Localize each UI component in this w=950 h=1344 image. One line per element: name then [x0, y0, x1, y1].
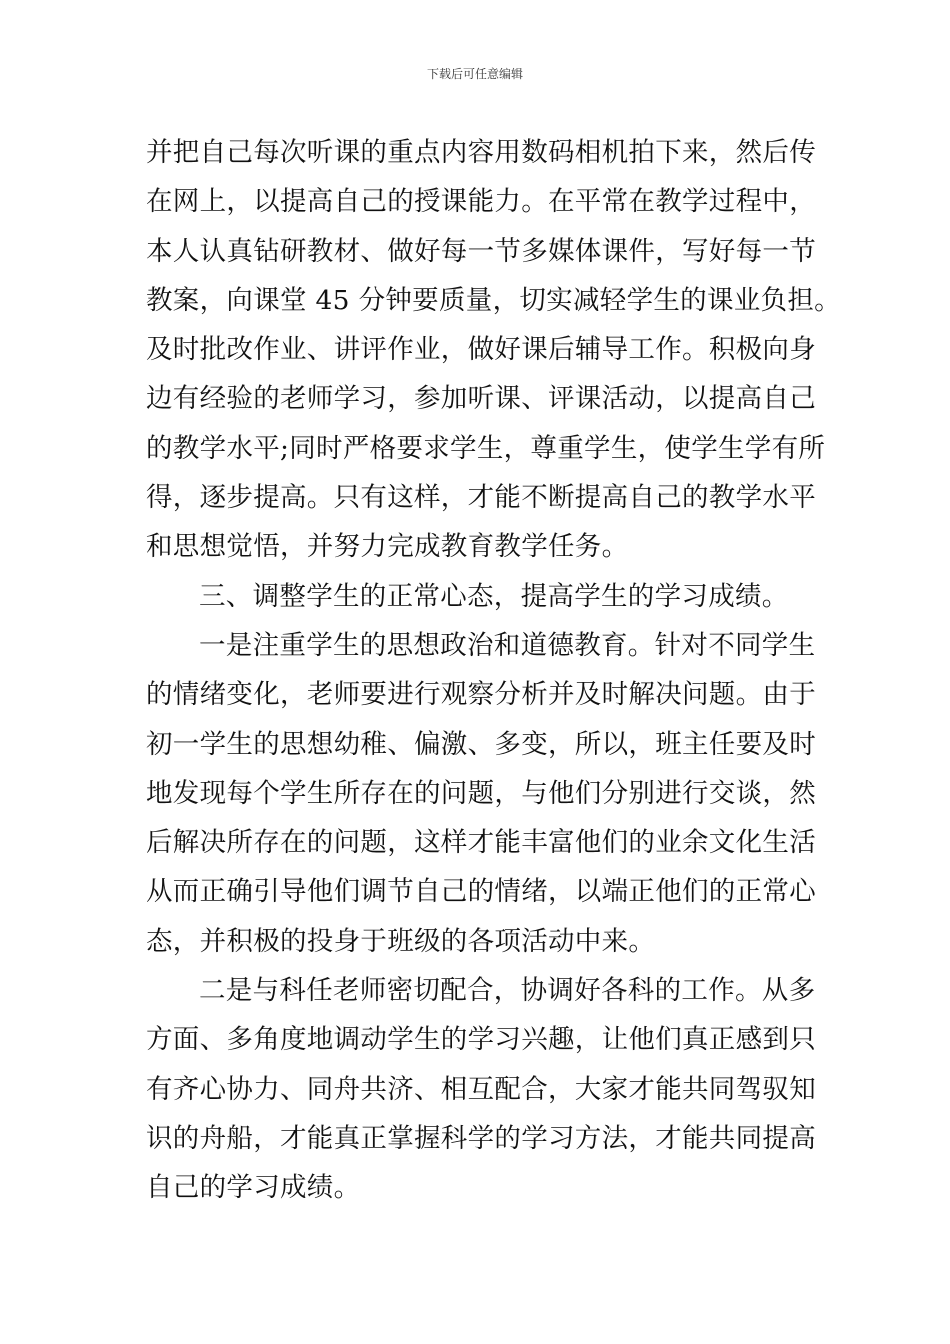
text-line: 及时批改作业、讲评作业，做好课后辅导工作。积极向身 — [146, 334, 816, 366]
paragraph-first-line: 二是与科任老师密切配合，协调好各科的工作。从多 — [199, 975, 816, 1007]
body-text — [146, 128, 841, 1213]
paragraph-first-line: 一是注重学生的思想政治和道德教育。针对不同学生 — [199, 629, 816, 661]
text-line: 态，并积极的投身于班级的各项活动中来。 — [146, 925, 656, 957]
text-line: 的情绪变化，老师要进行观察分析并及时解决问题。由于 — [146, 679, 816, 711]
text-line: 初一学生的思想幼稚、偏激、多变，所以，班主任要及时 — [146, 728, 816, 760]
text-line: 识的舟船，才能真正掌握科学的学习方法，才能共同提高 — [146, 1122, 816, 1154]
page-header: 下载后可任意编辑 — [426, 67, 523, 81]
text-line: 并把自己每次听课的重点内容用数码相机拍下来，然后传 — [146, 137, 816, 168]
text-line: 地发现每个学生所存在的问题，与他们分别进行交谈，然 — [146, 777, 816, 809]
text-line: 在网上，以提高自己的授课能力。在平常在教学过程中， — [146, 186, 816, 218]
text-line: 本人认真钻研教材、做好每一节多媒体课件，写好每一节 — [146, 235, 816, 267]
paragraph-first-line: 三、调整学生的正常心态，提高学生的学习成绩。 — [199, 580, 789, 612]
text-line: 边有经验的老师学习，参加听课、评课活动，以提高自己 — [146, 383, 816, 415]
text-line: 的教学水平;同时严格要求学生，尊重学生，使学生学有所 — [146, 432, 826, 464]
text-line: 方面、多角度地调动学生的学习兴趣，让他们真正感到只 — [146, 1024, 816, 1056]
text-line: 自己的学习成绩。 — [146, 1172, 361, 1204]
text-line: 有齐心协力、同舟共济、相互配合，大家才能共同驾驭知 — [146, 1073, 816, 1105]
text-line: 和思想觉悟，并努力完成教育教学任务。 — [146, 531, 629, 563]
text-line: 得，逐步提高。只有这样，才能不断提高自己的教学水平 — [146, 482, 816, 514]
text-line: 教案，向课堂 45 分钟要质量，切实减轻学生的课业负担。 — [146, 284, 841, 316]
text-line: 从而正确引导他们调节自己的情绪，以端正他们的正常心 — [146, 876, 816, 908]
text-line: 后解决所存在的问题，这样才能丰富他们的业余文化生活 — [146, 827, 816, 859]
